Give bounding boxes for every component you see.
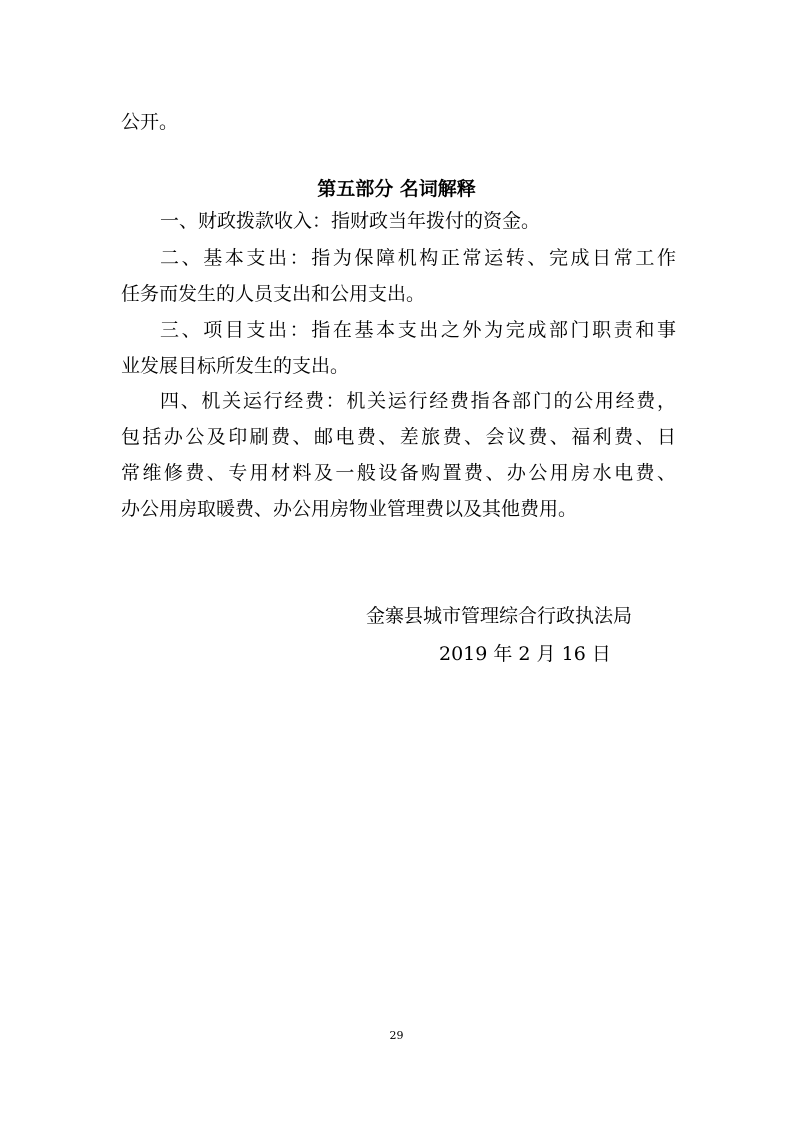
section-title: 第五部分 名词解释 — [317, 178, 476, 200]
signature-organization: 金寨县城市管理综合行政执法局 — [366, 605, 633, 627]
definition-2-line-2: 任务而发生的人员支出和公用支出。 — [121, 283, 426, 305]
page-number: 29 — [389, 1029, 404, 1042]
definition-3-line-1: 三、项目支出：指在基本支出之外为完成部门职责和事 — [160, 319, 676, 341]
continuation-text: 公开。 — [121, 111, 179, 133]
signature-date: 2019 年 2 月 16 日 — [439, 643, 611, 665]
definition-3-line-2: 业发展目标所发生的支出。 — [121, 355, 350, 377]
definition-4-line-4: 办公用房取暖费、办公用房物业管理费以及其他费用。 — [121, 498, 578, 520]
definition-1-line-1: 一、财政拨款收入：指财政当年拨付的资金。 — [160, 210, 541, 232]
definition-4-line-1: 四、机关运行经费：机关运行经费指各部门的公用经费， — [160, 390, 676, 412]
definition-2-line-1: 二、基本支出：指为保障机构正常运转、完成日常工作 — [160, 247, 676, 269]
definition-4-line-3: 常维修费、专用材料及一般设备购置费、办公用房水电费、 — [121, 462, 676, 484]
definition-4-line-2: 包括办公及印刷费、邮电费、差旅费、会议费、福利费、日 — [121, 426, 676, 448]
